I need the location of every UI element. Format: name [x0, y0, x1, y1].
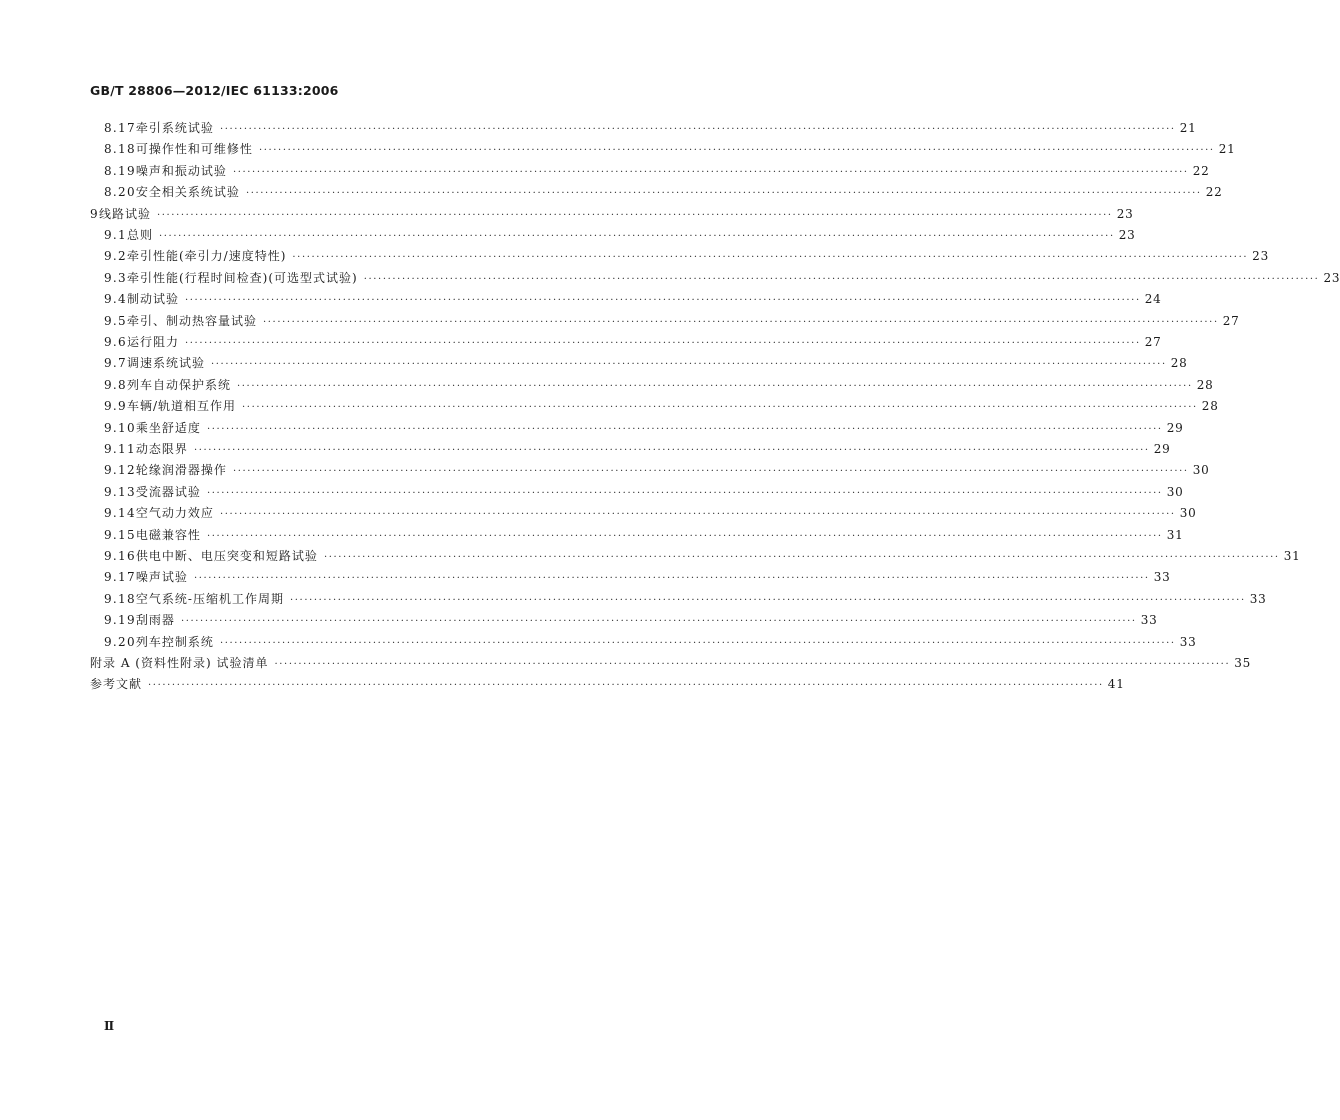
toc-dot-leader: ········································································································································································································ — [159, 231, 1115, 242]
toc-entry-page: 28 — [1170, 356, 1188, 371]
toc-entry-page: 33 — [1153, 570, 1171, 585]
toc-dot-leader: ········································································································································································································ — [206, 530, 1163, 542]
toc-dot-leader: ········································································································································································································ — [292, 252, 1249, 264]
toc-dot-leader: ········································································································································································································ — [193, 573, 1150, 585]
toc-entry-number: 9.2 — [104, 249, 127, 264]
toc-dot-leader: ········································································································································································································ — [219, 637, 1176, 649]
toc-dot-leader: ········································································································································································································ — [206, 423, 1163, 435]
toc-entry-page: 21 — [1218, 142, 1236, 157]
toc-entry[interactable] — [104, 503, 1197, 524]
toc-entry-page: 28 — [1196, 377, 1214, 392]
toc-entry-page: 31 — [1166, 527, 1184, 542]
toc-entry[interactable] — [104, 118, 1197, 139]
toc-dot-leader: ········································································································································································································ — [156, 209, 1113, 221]
toc-dot-leader: ········································································································································································································ — [245, 188, 1202, 200]
toc-entry-title: 车辆/轨道相互作用 — [126, 399, 237, 414]
toc-dot-leader: ········································································································································································································ — [258, 145, 1215, 157]
toc-entry[interactable] — [104, 332, 1162, 353]
toc-entry-number: 9.8 — [104, 377, 127, 392]
toc-entry-title: 乘坐舒适度 — [135, 420, 201, 435]
toc-dot-leader: ········································································································································································································ — [274, 659, 1231, 670]
toc-entry-number: 9.15 — [104, 527, 136, 542]
toc-entry-page: 24 — [1144, 292, 1162, 307]
toc-entry[interactable] — [90, 674, 1125, 695]
toc-entry-title: 参考文献 — [90, 677, 143, 692]
toc-entry-page: 27 — [1222, 313, 1240, 328]
toc-entry-title: 牵引、制动热容量试验 — [126, 313, 257, 328]
toc-entry-page: 41 — [1107, 677, 1125, 692]
toc-entry-title: 制动试验 — [126, 292, 179, 307]
toc-entry-page: 23 — [1118, 228, 1136, 242]
toc-entry-page: 29 — [1166, 420, 1184, 435]
toc-entry-title: 刮雨器 — [135, 613, 175, 628]
toc-entry[interactable] — [104, 246, 1270, 267]
toc-entry-title: 动态限界 — [135, 442, 188, 456]
toc-entry-number: 9.13 — [104, 484, 136, 499]
toc-entry-number: 9.3 — [104, 270, 127, 285]
toc-entry-number: 8.19 — [104, 163, 136, 178]
toc-entry-title: 线路试验 — [98, 206, 151, 221]
toc-entry-title: 列车自动保护系统 — [126, 377, 231, 392]
toc-entry[interactable] — [104, 311, 1240, 332]
toc-entry-page: 30 — [1192, 463, 1210, 478]
toc-entry-title: 电磁兼容性 — [135, 527, 201, 542]
toc-entry-number: 9.1 — [104, 228, 127, 242]
toc-entry-number: 9.16 — [104, 549, 136, 563]
toc-dot-leader: ········································································································································································································ — [219, 124, 1176, 135]
toc-dot-leader: ········································································································································································································ — [263, 316, 1219, 328]
toc-entry-number: 9.12 — [104, 463, 136, 478]
toc-entry-title: 牵引性能(行程时间检查)(可选型式试验) — [126, 270, 358, 285]
toc-entry[interactable] — [90, 653, 1252, 674]
toc-entry-number: 9.17 — [104, 570, 136, 585]
toc-entry-number: 8.18 — [104, 142, 136, 157]
toc-entry[interactable] — [104, 268, 1340, 289]
toc-dot-leader: ········································································································································································································ — [289, 594, 1246, 606]
toc-dot-leader: ········································································································································································································ — [148, 680, 1104, 692]
page-number-label: Ⅱ — [104, 1019, 115, 1033]
toc-entry-number: 9.5 — [104, 313, 127, 328]
toc-entry-page: 35 — [1234, 656, 1252, 670]
toc-entry[interactable] — [104, 161, 1210, 182]
toc-entry-title: 列车控制系统 — [135, 634, 214, 649]
toc-dot-leader: ········································································································································································································ — [232, 166, 1189, 178]
toc-entry-title: 调速系统试验 — [126, 356, 205, 371]
document-header — [90, 83, 339, 98]
toc-entry-title: 附录 A (资料性附录) 试验清单 — [90, 656, 269, 670]
toc-entry[interactable] — [104, 567, 1171, 588]
toc-dot-leader: ········································································································································································································ — [185, 295, 1141, 307]
toc-entry-page: 30 — [1179, 506, 1197, 521]
toc-entry-title: 可操作性和可维修性 — [135, 142, 253, 157]
toc-entry-number: 9.9 — [104, 399, 127, 414]
page-number — [104, 1019, 114, 1033]
toc-dot-leader: ········································································································································································································ — [323, 552, 1280, 563]
toc-entry[interactable] — [104, 139, 1236, 160]
toc-entry[interactable] — [104, 182, 1223, 203]
toc-entry-page: 23 — [1323, 270, 1340, 285]
toc-entry[interactable] — [104, 353, 1188, 374]
toc-entry-page: 30 — [1166, 484, 1184, 499]
toc-dot-leader: ········································································································································································································ — [363, 273, 1320, 285]
toc-entry-title: 牵引系统试验 — [135, 121, 214, 135]
toc-dot-leader: ········································································································································································································ — [219, 509, 1176, 521]
toc-entry-title: 安全相关系统试验 — [135, 185, 240, 200]
toc-entry-number: 9.20 — [104, 634, 136, 649]
toc-entry[interactable] — [104, 525, 1184, 546]
toc-entry-page: 21 — [1179, 121, 1197, 135]
toc-entry[interactable] — [104, 375, 1214, 396]
toc-entry[interactable] — [104, 632, 1197, 653]
toc-dot-leader: ········································································································································································································ — [193, 445, 1150, 456]
toc-entry-number: 8.17 — [104, 121, 136, 135]
toc-entry-page: 29 — [1153, 442, 1171, 456]
toc-entry[interactable] — [104, 418, 1184, 439]
toc-entry-title: 轮缘润滑器操作 — [135, 463, 227, 478]
toc-entry-number: 9.7 — [104, 356, 127, 371]
toc-entry-page: 22 — [1192, 163, 1210, 178]
toc-entry-title: 空气动力效应 — [135, 506, 214, 521]
toc-entry-page: 23 — [1116, 206, 1134, 221]
toc-entry-title: 牵引性能(牵引力/速度特性) — [126, 249, 287, 264]
toc-dot-leader: ········································································································································································································ — [180, 616, 1137, 628]
toc-entry-page: 33 — [1140, 613, 1158, 628]
toc-entry-page: 33 — [1179, 634, 1197, 649]
toc-entry-page: 22 — [1205, 185, 1223, 200]
toc-entry[interactable] — [104, 225, 1136, 246]
toc-dot-leader: ········································································································································································································ — [206, 487, 1163, 499]
toc-entry-number: 9.19 — [104, 613, 136, 628]
toc-entry[interactable] — [104, 439, 1171, 460]
toc-entry-title: 受流器试验 — [135, 484, 201, 499]
toc-entry-title: 供电中断、电压突变和短路试验 — [135, 549, 318, 563]
toc-entry[interactable] — [104, 482, 1184, 503]
toc-dot-leader: ········································································································································································································ — [211, 359, 1167, 371]
toc-entry-number: 9.10 — [104, 420, 136, 435]
toc-entry[interactable] — [104, 546, 1301, 567]
toc-entry-page: 27 — [1144, 335, 1162, 349]
toc-entry-number: 8.20 — [104, 185, 136, 200]
toc-entry-number: 9.14 — [104, 506, 136, 521]
toc-entry-title: 运行阻力 — [126, 335, 179, 349]
toc-entry[interactable] — [104, 610, 1158, 631]
toc-dot-leader: ········································································································································································································ — [242, 402, 1198, 414]
toc-dot-leader: ········································································································································································································ — [232, 466, 1189, 478]
toc-entry-title: 总则 — [126, 228, 153, 242]
toc-entry[interactable] — [104, 396, 1219, 417]
toc-entry-number: 9.6 — [104, 335, 127, 349]
toc-entry-page: 33 — [1249, 591, 1267, 606]
toc-entry-number: 9.18 — [104, 591, 136, 606]
toc-entry-page: 28 — [1201, 399, 1219, 414]
toc-dot-leader: ········································································································································································································ — [185, 338, 1141, 349]
toc-entry[interactable] — [104, 460, 1210, 481]
toc-entry-page: 23 — [1252, 249, 1270, 264]
toc-entry-number: 9 — [90, 206, 99, 221]
toc-entry-title: 噪声和振动试验 — [135, 163, 227, 178]
standard-id: GB/T 28806—2012/IEC 61133:2006 — [90, 83, 339, 98]
toc-entry-title: 噪声试验 — [135, 570, 188, 585]
toc-entry[interactable] — [104, 589, 1267, 610]
toc-entry-page: 31 — [1283, 549, 1301, 563]
toc-entry[interactable] — [104, 289, 1162, 310]
toc-dot-leader: ········································································································································································································ — [237, 380, 1193, 392]
toc-entry[interactable] — [90, 204, 1134, 225]
toc-entry-number: 9.11 — [104, 442, 136, 456]
toc-entry-title: 空气系统-压缩机工作周期 — [135, 591, 284, 606]
toc-entry-number: 9.4 — [104, 292, 127, 307]
